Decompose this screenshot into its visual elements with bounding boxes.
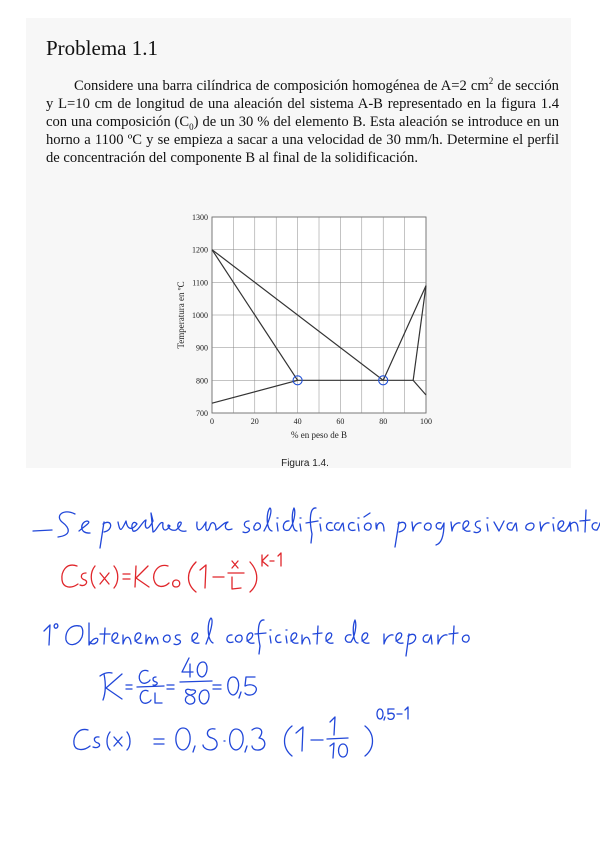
hw-cs-2 bbox=[74, 729, 100, 749]
hw-word-se bbox=[58, 512, 90, 537]
hw-equals-3 bbox=[167, 685, 174, 689]
hw-dash bbox=[33, 530, 52, 531]
hw-equals-5 bbox=[154, 739, 164, 744]
hw-word-una bbox=[197, 522, 232, 531]
hw-paren-close bbox=[250, 562, 257, 592]
hw-one-degree bbox=[44, 624, 58, 645]
y-tick-label: 1000 bbox=[192, 311, 208, 320]
hw-fraction-x-l bbox=[228, 561, 244, 589]
hw-exponent bbox=[262, 553, 281, 566]
area-exponent: 2 bbox=[488, 76, 494, 87]
hw-k-2 bbox=[100, 673, 122, 700]
x-tick-label: 20 bbox=[250, 417, 259, 426]
hw-paren-open bbox=[189, 562, 197, 592]
hw-word-orientada bbox=[526, 510, 600, 532]
statement-part-2: de sección y L=10 cm de longitud de una aleación del sistema A-B representado en la figura 1.4 con una composición (C bbox=[46, 78, 559, 130]
x-tick-label: 40 bbox=[293, 417, 302, 426]
hw-cs-over-cl bbox=[137, 670, 164, 703]
y-tick-label: 800 bbox=[196, 376, 208, 386]
hw-word-coeficiente bbox=[227, 620, 333, 654]
hw-c0 bbox=[154, 565, 180, 587]
hw-equals bbox=[123, 574, 130, 579]
hw-word-de bbox=[345, 620, 369, 643]
hw-zero-five bbox=[228, 677, 257, 698]
hw-cs bbox=[62, 565, 87, 587]
hw-paren-open-2 bbox=[285, 726, 293, 756]
y-tick-label: 1100 bbox=[192, 278, 208, 288]
x-axis-label: % en peso de B bbox=[291, 430, 347, 440]
y-axis-label: Temperatura en ºC bbox=[176, 281, 186, 349]
hw-word-solidificacion bbox=[243, 508, 384, 543]
y-tick-label: 900 bbox=[196, 343, 208, 353]
hw-equals-2 bbox=[126, 685, 132, 689]
x-tick-label: 80 bbox=[379, 417, 388, 426]
hw-exponent-2 bbox=[377, 707, 408, 720]
statement-part-3: ) de un 30 % del elemento B. Esta aleación se introduce en un horno a 1100 ºC y se empieza a sacar a una velocidad de 30 mm/h. Determine el perfil de concentración del componente B al final de la solidificación. bbox=[46, 114, 559, 166]
statement-part-1: Considere una barra cilíndrica de composición homogénea de A=2 cm bbox=[74, 78, 489, 94]
handwriting-line-4 bbox=[100, 658, 256, 704]
hw-zero-comma-three bbox=[230, 728, 265, 752]
handwriting-line-5 bbox=[74, 707, 408, 758]
hw-k bbox=[135, 566, 149, 587]
hw-paren-x bbox=[91, 566, 118, 588]
hw-one-minus-2 bbox=[296, 727, 323, 751]
hw-40-over-80 bbox=[180, 658, 212, 704]
handwriting-line-1 bbox=[33, 508, 600, 548]
hw-word-produce bbox=[100, 513, 186, 548]
handwriting-line-2 bbox=[62, 553, 281, 592]
hw-word-el bbox=[192, 618, 213, 644]
hw-word-reparto bbox=[384, 626, 469, 656]
handwriting-line-3 bbox=[44, 618, 469, 656]
hw-zero-comma-five bbox=[176, 728, 217, 752]
x-tick-label: 60 bbox=[336, 417, 345, 426]
y-tick-label: 1200 bbox=[192, 245, 208, 255]
figure-caption: Figura 1.4. bbox=[281, 458, 329, 469]
hw-word-obtenemos bbox=[66, 623, 181, 645]
y-tick-label: 700 bbox=[196, 409, 208, 418]
x-tick-label: 100 bbox=[420, 417, 432, 426]
hw-fraction-one-tenth bbox=[327, 717, 348, 758]
hw-paren-x-2 bbox=[107, 732, 130, 750]
problem-title: Problema 1.1 bbox=[46, 36, 158, 60]
y-tick-label: 1300 bbox=[192, 213, 208, 222]
hw-paren-close-2 bbox=[365, 726, 373, 756]
hw-one-minus bbox=[200, 565, 224, 588]
hw-equals-4 bbox=[213, 685, 221, 689]
x-tick-label: 0 bbox=[210, 417, 214, 426]
c0-subscript: 0 bbox=[189, 121, 194, 132]
hw-word-progresiva bbox=[395, 518, 517, 547]
